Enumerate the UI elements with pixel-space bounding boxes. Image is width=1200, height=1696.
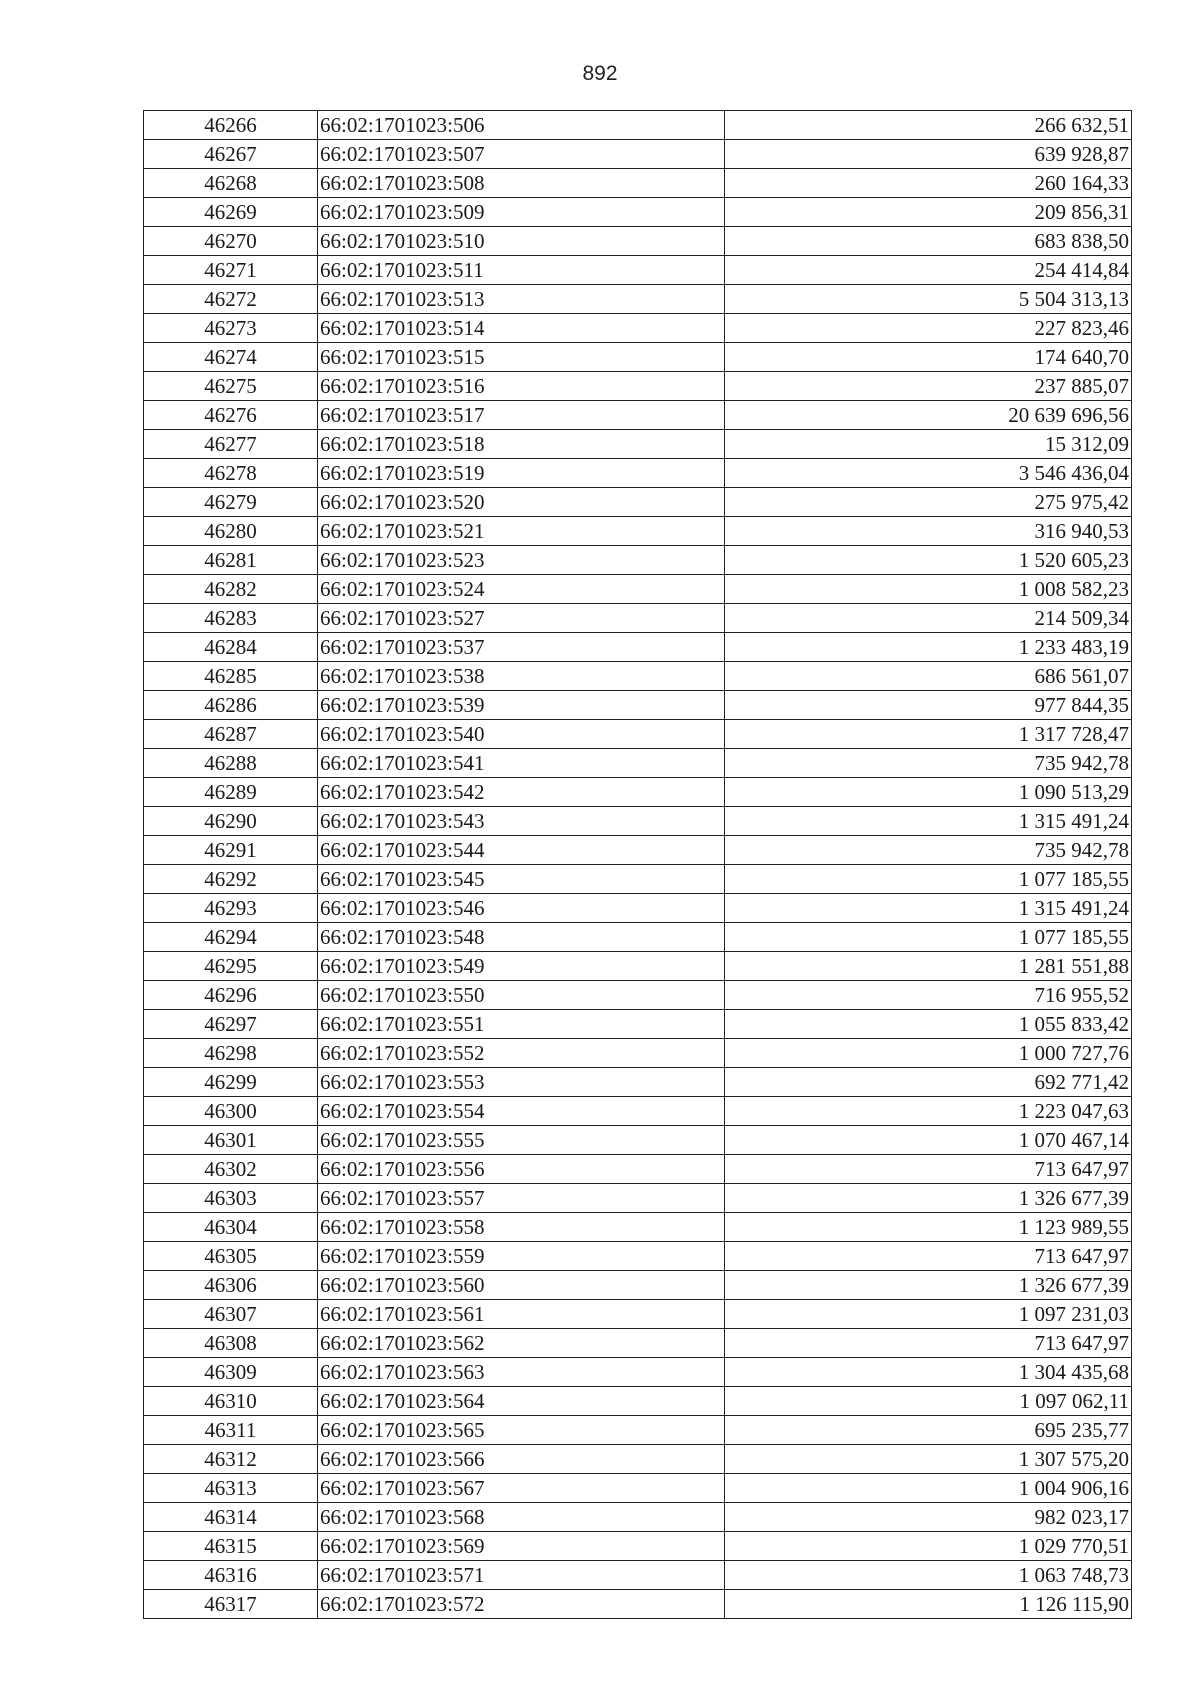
row-number-cell: 46287: [144, 720, 318, 749]
cadastral-number-cell: 66:02:1701023:537: [318, 633, 725, 662]
table-row: [144, 343, 1132, 372]
cadastral-value-cell: 260 164,33: [725, 169, 1132, 198]
row-number-cell: 46311: [144, 1416, 318, 1445]
cadastral-value-cell: 1 123 989,55: [725, 1213, 1132, 1242]
table-row: [144, 865, 1132, 894]
table-row: [144, 401, 1132, 430]
row-number-cell: 46316: [144, 1561, 318, 1590]
row-number-cell: 46317: [144, 1590, 318, 1619]
row-number-cell: 46280: [144, 517, 318, 546]
cadastral-number-cell: 66:02:1701023:541: [318, 749, 725, 778]
cadastral-value-cell: 686 561,07: [725, 662, 1132, 691]
table-row: [144, 517, 1132, 546]
cadastral-number-cell: 66:02:1701023:516: [318, 372, 725, 401]
row-number-cell: 46276: [144, 401, 318, 430]
table-row: [144, 807, 1132, 836]
table-body: [144, 111, 1132, 1619]
table-row: [144, 981, 1132, 1010]
row-number-cell: 46279: [144, 488, 318, 517]
cadastral-value-cell: 254 414,84: [725, 256, 1132, 285]
row-number-cell: 46295: [144, 952, 318, 981]
cadastral-value-cell: 1 097 062,11: [725, 1387, 1132, 1416]
cadastral-number-cell: 66:02:1701023:544: [318, 836, 725, 865]
cadastral-value-cell: 20 639 696,56: [725, 401, 1132, 430]
cadastral-number-cell: 66:02:1701023:568: [318, 1503, 725, 1532]
table-row: [144, 169, 1132, 198]
table-row: [144, 720, 1132, 749]
cadastral-number-cell: 66:02:1701023:507: [318, 140, 725, 169]
row-number-cell: 46297: [144, 1010, 318, 1039]
table-row: [144, 314, 1132, 343]
cadastral-value-cell: 1 315 491,24: [725, 807, 1132, 836]
cadastral-value-cell: 982 023,17: [725, 1503, 1132, 1532]
cadastral-value-cell: 1 304 435,68: [725, 1358, 1132, 1387]
cadastral-number-cell: 66:02:1701023:506: [318, 111, 725, 140]
cadastral-number-cell: 66:02:1701023:527: [318, 604, 725, 633]
cadastral-number-cell: 66:02:1701023:524: [318, 575, 725, 604]
cadastral-value-cell: 1 315 491,24: [725, 894, 1132, 923]
cadastral-number-cell: 66:02:1701023:539: [318, 691, 725, 720]
cadastral-number-cell: 66:02:1701023:552: [318, 1039, 725, 1068]
row-number-cell: 46298: [144, 1039, 318, 1068]
cadastral-value-cell: 639 928,87: [725, 140, 1132, 169]
cadastral-value-cell: 15 312,09: [725, 430, 1132, 459]
cadastral-value-cell: 713 647,97: [725, 1242, 1132, 1271]
cadastral-value-cell: 1 233 483,19: [725, 633, 1132, 662]
row-number-cell: 46289: [144, 778, 318, 807]
table-row: [144, 1097, 1132, 1126]
table-row: [144, 111, 1132, 140]
cadastral-number-cell: 66:02:1701023:558: [318, 1213, 725, 1242]
cadastral-number-cell: 66:02:1701023:560: [318, 1271, 725, 1300]
cadastral-value-cell: 1 063 748,73: [725, 1561, 1132, 1590]
cadastral-number-cell: 66:02:1701023:514: [318, 314, 725, 343]
cadastral-value-cell: 275 975,42: [725, 488, 1132, 517]
cadastral-number-cell: 66:02:1701023:550: [318, 981, 725, 1010]
row-number-cell: 46300: [144, 1097, 318, 1126]
table-row: [144, 459, 1132, 488]
cadastral-number-cell: 66:02:1701023:562: [318, 1329, 725, 1358]
row-number-cell: 46268: [144, 169, 318, 198]
cadastral-number-cell: 66:02:1701023:549: [318, 952, 725, 981]
cadastral-number-cell: 66:02:1701023:509: [318, 198, 725, 227]
row-number-cell: 46272: [144, 285, 318, 314]
row-number-cell: 46299: [144, 1068, 318, 1097]
table-row: [144, 1184, 1132, 1213]
table-row: [144, 1561, 1132, 1590]
table-row: [144, 488, 1132, 517]
page-number: 892: [582, 62, 618, 85]
row-number-cell: 46286: [144, 691, 318, 720]
table-row: [144, 227, 1132, 256]
cadastral-number-cell: 66:02:1701023:555: [318, 1126, 725, 1155]
cadastral-value-cell: 1 326 677,39: [725, 1271, 1132, 1300]
cadastral-value-cell: 735 942,78: [725, 836, 1132, 865]
table-row: [144, 749, 1132, 778]
table-row: [144, 1126, 1132, 1155]
row-number-cell: 46305: [144, 1242, 318, 1271]
table-row: [144, 1358, 1132, 1387]
row-number-cell: 46296: [144, 981, 318, 1010]
row-number-cell: 46283: [144, 604, 318, 633]
cadastral-number-cell: 66:02:1701023:515: [318, 343, 725, 372]
cadastral-value-table: [143, 110, 1132, 1619]
table-row: [144, 778, 1132, 807]
table-row: [144, 1474, 1132, 1503]
cadastral-value-cell: 214 509,34: [725, 604, 1132, 633]
row-number-cell: 46288: [144, 749, 318, 778]
row-number-cell: 46301: [144, 1126, 318, 1155]
row-number-cell: 46269: [144, 198, 318, 227]
cadastral-number-cell: 66:02:1701023:519: [318, 459, 725, 488]
table-row: [144, 430, 1132, 459]
table-row: [144, 952, 1132, 981]
cadastral-number-cell: 66:02:1701023:540: [318, 720, 725, 749]
cadastral-value-cell: 692 771,42: [725, 1068, 1132, 1097]
table-row: [144, 1213, 1132, 1242]
cadastral-value-cell: 1 126 115,90: [725, 1590, 1132, 1619]
cadastral-value-cell: 1 029 770,51: [725, 1532, 1132, 1561]
cadastral-number-cell: 66:02:1701023:559: [318, 1242, 725, 1271]
table-row: [144, 1532, 1132, 1561]
cadastral-number-cell: 66:02:1701023:556: [318, 1155, 725, 1184]
cadastral-number-cell: 66:02:1701023:548: [318, 923, 725, 952]
row-number-cell: 46266: [144, 111, 318, 140]
row-number-cell: 46275: [144, 372, 318, 401]
cadastral-number-cell: 66:02:1701023:557: [318, 1184, 725, 1213]
cadastral-value-cell: 1 281 551,88: [725, 952, 1132, 981]
table-row: [144, 691, 1132, 720]
table-row: [144, 285, 1132, 314]
cadastral-number-cell: 66:02:1701023:572: [318, 1590, 725, 1619]
cadastral-value-cell: 1 307 575,20: [725, 1445, 1132, 1474]
table-row: [144, 140, 1132, 169]
row-number-cell: 46315: [144, 1532, 318, 1561]
cadastral-value-cell: 1 008 582,23: [725, 575, 1132, 604]
cadastral-number-cell: 66:02:1701023:508: [318, 169, 725, 198]
row-number-cell: 46306: [144, 1271, 318, 1300]
cadastral-number-cell: 66:02:1701023:565: [318, 1416, 725, 1445]
cadastral-value-cell: 1 090 513,29: [725, 778, 1132, 807]
row-number-cell: 46294: [144, 923, 318, 952]
table-row: [144, 1329, 1132, 1358]
cadastral-value-cell: 1 077 185,55: [725, 923, 1132, 952]
cadastral-number-cell: 66:02:1701023:566: [318, 1445, 725, 1474]
cadastral-number-cell: 66:02:1701023:567: [318, 1474, 725, 1503]
cadastral-value-cell: 735 942,78: [725, 749, 1132, 778]
cadastral-value-cell: 1 070 467,14: [725, 1126, 1132, 1155]
row-number-cell: 46303: [144, 1184, 318, 1213]
cadastral-number-cell: 66:02:1701023:521: [318, 517, 725, 546]
cadastral-number-cell: 66:02:1701023:561: [318, 1300, 725, 1329]
cadastral-number-cell: 66:02:1701023:546: [318, 894, 725, 923]
cadastral-value-cell: 683 838,50: [725, 227, 1132, 256]
row-number-cell: 46304: [144, 1213, 318, 1242]
table-row: [144, 923, 1132, 952]
cadastral-value-cell: 174 640,70: [725, 343, 1132, 372]
cadastral-value-cell: 227 823,46: [725, 314, 1132, 343]
table-row: [144, 633, 1132, 662]
cadastral-number-cell: 66:02:1701023:513: [318, 285, 725, 314]
cadastral-number-cell: 66:02:1701023:571: [318, 1561, 725, 1590]
row-number-cell: 46291: [144, 836, 318, 865]
cadastral-number-cell: 66:02:1701023:553: [318, 1068, 725, 1097]
cadastral-value-cell: 695 235,77: [725, 1416, 1132, 1445]
row-number-cell: 46307: [144, 1300, 318, 1329]
row-number-cell: 46309: [144, 1358, 318, 1387]
cadastral-value-cell: 209 856,31: [725, 198, 1132, 227]
row-number-cell: 46273: [144, 314, 318, 343]
cadastral-value-cell: 713 647,97: [725, 1155, 1132, 1184]
cadastral-number-cell: 66:02:1701023:551: [318, 1010, 725, 1039]
row-number-cell: 46278: [144, 459, 318, 488]
table-row: [144, 372, 1132, 401]
table-row: [144, 604, 1132, 633]
table-row: [144, 575, 1132, 604]
cadastral-number-cell: 66:02:1701023:569: [318, 1532, 725, 1561]
cadastral-value-cell: 237 885,07: [725, 372, 1132, 401]
cadastral-value-cell: 5 504 313,13: [725, 285, 1132, 314]
cadastral-number-cell: 66:02:1701023:538: [318, 662, 725, 691]
row-number-cell: 46267: [144, 140, 318, 169]
cadastral-value-cell: 316 940,53: [725, 517, 1132, 546]
cadastral-value-cell: 713 647,97: [725, 1329, 1132, 1358]
row-number-cell: 46271: [144, 256, 318, 285]
cadastral-value-cell: 716 955,52: [725, 981, 1132, 1010]
table-row: [144, 836, 1132, 865]
row-number-cell: 46270: [144, 227, 318, 256]
table-row: [144, 1416, 1132, 1445]
row-number-cell: 46290: [144, 807, 318, 836]
table-row: [144, 1271, 1132, 1300]
cadastral-value-cell: 1 317 728,47: [725, 720, 1132, 749]
row-number-cell: 46292: [144, 865, 318, 894]
cadastral-number-cell: 66:02:1701023:545: [318, 865, 725, 894]
table-row: [144, 1590, 1132, 1619]
row-number-cell: 46285: [144, 662, 318, 691]
cadastral-value-cell: 3 546 436,04: [725, 459, 1132, 488]
table-row: [144, 1503, 1132, 1532]
cadastral-number-cell: 66:02:1701023:563: [318, 1358, 725, 1387]
cadastral-value-cell: 1 223 047,63: [725, 1097, 1132, 1126]
row-number-cell: 46314: [144, 1503, 318, 1532]
cadastral-number-cell: 66:02:1701023:517: [318, 401, 725, 430]
table-row: [144, 1387, 1132, 1416]
table-row: [144, 894, 1132, 923]
cadastral-number-cell: 66:02:1701023:564: [318, 1387, 725, 1416]
table-row: [144, 1445, 1132, 1474]
table-row: [144, 1155, 1132, 1184]
cadastral-value-cell: 1 004 906,16: [725, 1474, 1132, 1503]
table-row: [144, 198, 1132, 227]
cadastral-number-cell: 66:02:1701023:518: [318, 430, 725, 459]
table-row: [144, 1010, 1132, 1039]
cadastral-value-cell: 1 000 727,76: [725, 1039, 1132, 1068]
table-row: [144, 1300, 1132, 1329]
cadastral-value-cell: 266 632,51: [725, 111, 1132, 140]
row-number-cell: 46284: [144, 633, 318, 662]
cadastral-value-cell: 1 520 605,23: [725, 546, 1132, 575]
cadastral-number-cell: 66:02:1701023:543: [318, 807, 725, 836]
row-number-cell: 46293: [144, 894, 318, 923]
cadastral-number-cell: 66:02:1701023:520: [318, 488, 725, 517]
cadastral-number-cell: 66:02:1701023:523: [318, 546, 725, 575]
row-number-cell: 46302: [144, 1155, 318, 1184]
cadastral-value-cell: 1 077 185,55: [725, 865, 1132, 894]
row-number-cell: 46308: [144, 1329, 318, 1358]
cadastral-number-cell: 66:02:1701023:511: [318, 256, 725, 285]
row-number-cell: 46310: [144, 1387, 318, 1416]
cadastral-value-cell: 977 844,35: [725, 691, 1132, 720]
table-row: [144, 1039, 1132, 1068]
cadastral-number-cell: 66:02:1701023:542: [318, 778, 725, 807]
cadastral-number-cell: 66:02:1701023:554: [318, 1097, 725, 1126]
row-number-cell: 46281: [144, 546, 318, 575]
row-number-cell: 46282: [144, 575, 318, 604]
cadastral-value-cell: 1 326 677,39: [725, 1184, 1132, 1213]
table-row: [144, 1068, 1132, 1097]
row-number-cell: 46277: [144, 430, 318, 459]
row-number-cell: 46274: [144, 343, 318, 372]
row-number-cell: 46313: [144, 1474, 318, 1503]
cadastral-value-cell: 1 055 833,42: [725, 1010, 1132, 1039]
cadastral-value-cell: 1 097 231,03: [725, 1300, 1132, 1329]
row-number-cell: 46312: [144, 1445, 318, 1474]
table-row: [144, 1242, 1132, 1271]
table-row: [144, 546, 1132, 575]
cadastral-number-cell: 66:02:1701023:510: [318, 227, 725, 256]
table-row: [144, 256, 1132, 285]
table-row: [144, 662, 1132, 691]
